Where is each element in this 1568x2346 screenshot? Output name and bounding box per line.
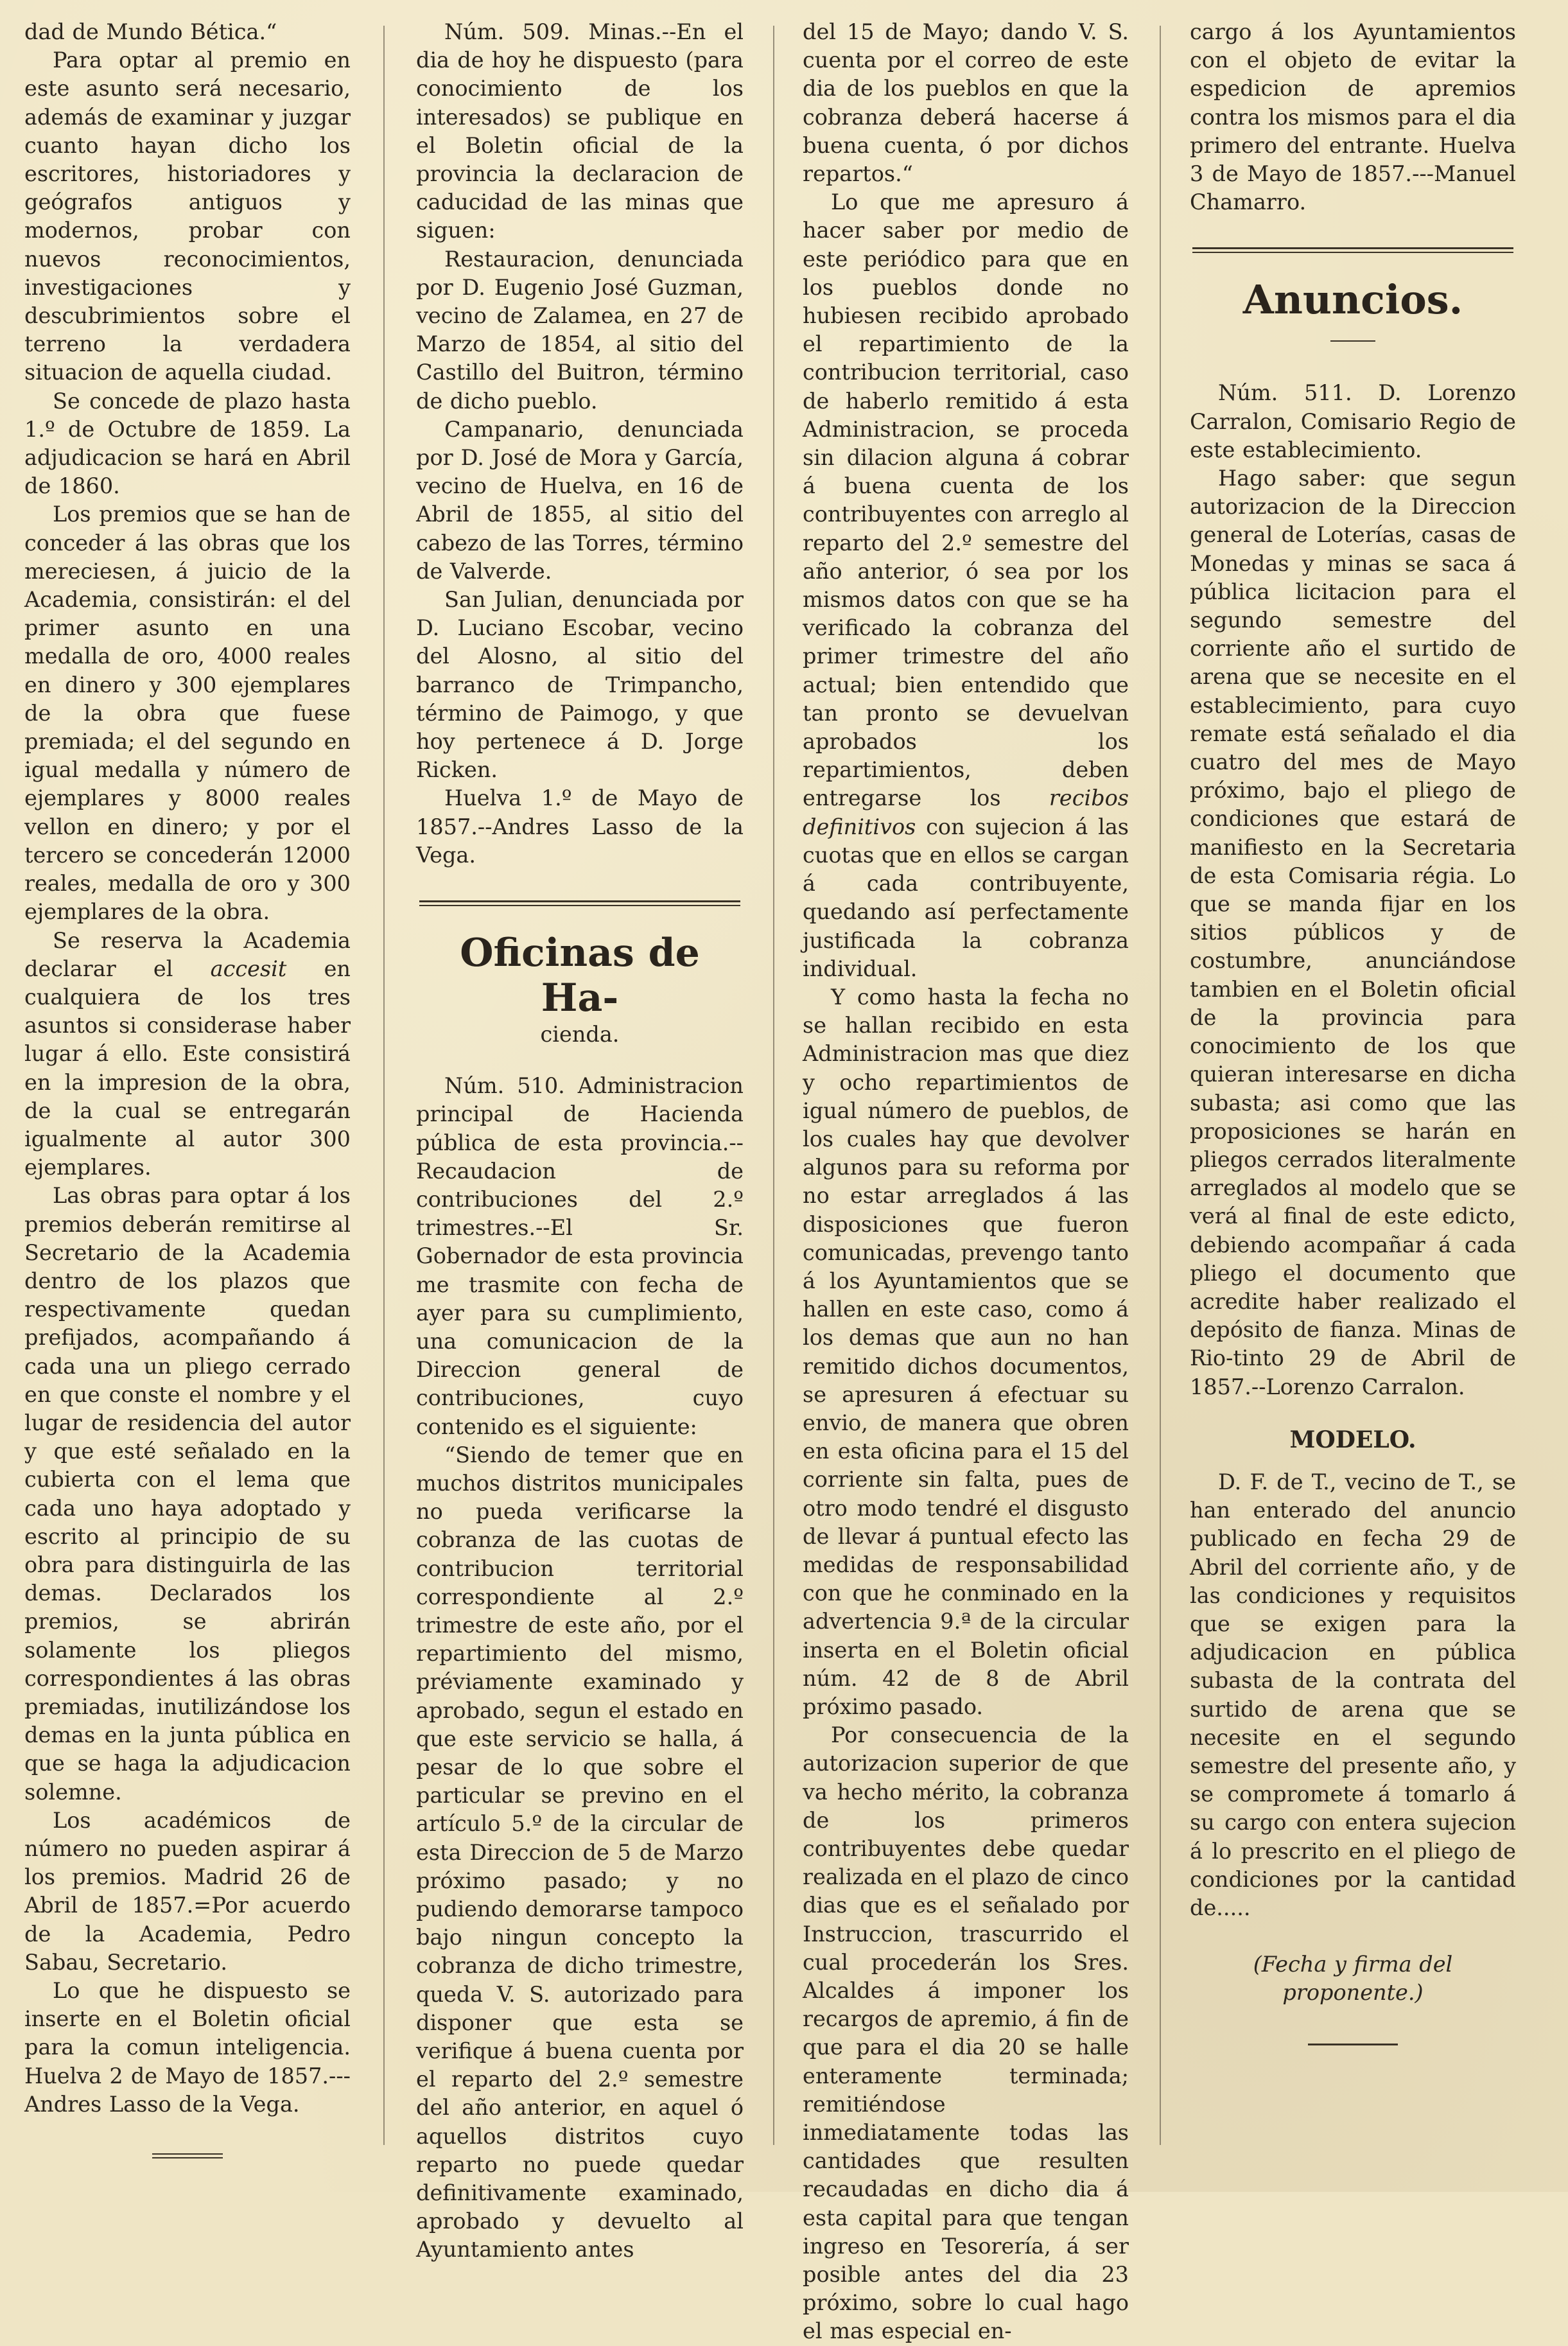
paragraph: Lo que he dispuesto se inserte en el Boletin oficial para la comun inteligencia. Huelva 2 de Mayo de 1857.---Andres Lasso de la Vega. xyxy=(24,1978,351,2117)
paragraph: cargo á los Ayuntamientos con el objeto de evitar la espedicion de apremios contra los mismos para el dia primero del entrante. Huelva 3 de Mayo de 1857.---Manuel Chamarro. xyxy=(1190,19,1516,215)
italic-term: accesit xyxy=(210,956,287,981)
column-rule xyxy=(1160,26,1161,2145)
paragraph: del 15 de Mayo; dando V. S. cuenta por el correo de este dia de los pueblos en que la cobranza deberá hacerse á buena cuenta, ó por dichos repartos.“ xyxy=(803,19,1129,187)
paragraph: dad de Mundo Bética.“ xyxy=(24,19,277,44)
italic-term: recibos definitivos xyxy=(803,785,1129,839)
paragraph: Por consecuencia de la autorizacion superior de que va hecho mérito, la cobranza de los primeros contribuyentes debe quedar realizada en el plazo de cinco dias que es el señalado por Instruccion, trascurrido el cual procederán los Sres. Alcaldes á imponer los recargos de apremio, á fin de que para el dia 20 se halle enteramente terminada; remitiéndose inmediatamente todas las cantidades que resulten recaudadas en dicho dia á esta capital para que tengan ingreso en Tesorería, á ser posible antes del dia 23 próximo, sobre lo cual hago el mas especial en- xyxy=(803,1722,1129,2344)
column-2 xyxy=(416,18,744,2264)
paragraph: Las obras para optar á los premios deberán remitirse al Secretario de la Academia dentro de los plazos que respectivamente quedan prefijados, acompañando á cada una un pliego cerrado en que conste el nombre y el lugar de residencia del autor y que esté señalado en la cubierta con el lema que cada uno haya adoptado y escrito al principio de su obra para distinguirla de las demas. Declarados los premios, se abrirán solamente los pliegos correspondientes á las obras premiadas, inutilizándose los demas en la junta pública en que se haga la adjudicacion solemne. xyxy=(24,1183,351,1805)
paragraph: Hago saber: que segun autorizacion de la Direccion general de Loterías, casas de Monedas y minas se saca á pública licitacion para el segundo semestre del corriente año el surtido de arena que se necesite en el establecimiento, para cuyo remate está señalado el dia cuatro del mes de Mayo próximo, bajo el pliego de condiciones que estará de manifiesto en la Secretaria de esta Comisaria régia. Lo que se manda fijar en los sitios públicos y de costumbre, anunciándose tambien en el Boletin oficial de la provincia para conocimiento de los que quieran interesarse en dicha subasta; asi como que las proposiciones se harán en pliegos cerrados literalmente arreglados al modelo que se verá al final de este edicto, debiendo acompañar á cada pliego el documento que acredite haber realizado el depósito de fianza. Minas de Rio-tinto 29 de Abril de 1857.--Lorenzo Carralon. xyxy=(1190,466,1516,1399)
column-rule xyxy=(773,26,774,2145)
text-run: Lo que me apresuro á hacer saber por medio de este periódico para que en los pueblos donde no hubiesen recibido aprobado el repartimiento de la contribucion territorial, caso de haberlo remitido á esta Administracion, se proceda sin dilacion alguna á cobrar á buena cuenta de los contribuyentes con arreglo al reparto del 2.º semestre del año anterior, ó sea por los mismos datos con que se ha verificado la cobranza del primer trimestre del año actual; bien entendido que tan pronto se devuelvan aprobados los repartimientos, deben entregarse los xyxy=(803,189,1129,811)
paragraph xyxy=(24,927,351,1182)
text-run: en cualquiera de los tres asuntos si considerase haber lugar á ello. Este consistirá en la impresion de la obra, de la cual se entregarán igualmente al autor 300 ejemplares. xyxy=(24,956,351,1180)
section-heading-continuation: cienda. xyxy=(540,1022,620,1047)
section-divider xyxy=(1192,247,1513,249)
column-3 xyxy=(803,18,1129,2346)
paragraph: “Siendo de temer que en muchos distritos municipales no pueda verificarse la cobranza de las cuotas de contribucion territorial correspondiente al 2.º trimestre de este año, por el repartimiento del mismo, préviamente examinado y aprobado, segun el estado en que este servicio se halla, á pesar de lo que sobre el particular se previno en el artículo 5.º de la circular de esta Direccion de 5 de Marzo próximo pasado; y no pudiendo demorarse tampoco bajo ningun concepto la cobranza de dicho trimestre, queda V. S. autorizado para disponer que esta se verifique á buena cuenta por el reparto del 2.º semestre del año anterior, en aquel ó aquellos distritos cuyo reparto no puede quedar definitivamente examinado, aprobado y devuelto al Ayuntamiento antes xyxy=(416,1442,744,2263)
text-run: Se reserva la Academia declarar el xyxy=(24,927,351,981)
paragraph: San Julian, denunciada por D. Luciano Escobar, vecino del Alosno, al sitio del barranco de Trimpancho, término de Paimogo, y que hoy pertenece á D. Jorge Ricken. xyxy=(416,587,744,783)
model-heading: MODELO. xyxy=(1289,1426,1416,1453)
paragraph: Restauracion, denunciada por D. Eugenio José Guzman, vecino de Zalamea, en 27 de Marzo de 1854, al sitio del Castillo del Buitron, término de dicho pueblo. xyxy=(416,246,744,414)
paragraph: Se concede de plazo hasta 1.º de Octubre de 1859. La adjudicacion se hará en Abril de 1860. xyxy=(24,388,351,499)
paragraph xyxy=(803,188,1129,983)
paragraph: Los premios que se han de conceder á las obras que los mereciesen, á juicio de la Academia, consistirán: el del primer asunto en una medalla de oro, 4000 reales en dinero y 300 ejemplares de la obra que fuese premiada; el del segundo en igual medalla y número de ejemplares y 8000 reales vellon en dinero; y por el tercero se concederán 12000 reales, medalla de oro y 300 ejemplares de la obra. xyxy=(24,502,351,925)
section-heading: Anuncios. xyxy=(1242,276,1463,324)
paragraph: D. F. de T., vecino de T., se han enterado del anuncio publicado en fecha 29 de Abril del corriente año, y de las condiciones y requisitos que se exigen para la adjudicacion en pública subasta de la contrata del surtido de arena que se necesite en el segundo semestre del presente año, y se compromete á tomarlo á su cargo con entera sujecion á lo prescrito en el pliego de condiciones por la cantidad de..... xyxy=(1190,1469,1516,1920)
section-heading: Oficinas de Ha- xyxy=(460,931,700,1021)
paragraph: Núm. 511. D. Lorenzo Carralon, Comisario Regio de este establecimiento. xyxy=(1190,380,1516,462)
heading-underline xyxy=(1330,340,1375,342)
section-divider xyxy=(1308,2044,1398,2045)
paragraph: Para optar al premio en este asunto será necesario, además de examinar y juzgar cuanto hayan dicho los escritores, historiadores y geógrafos antiguos y modernos, probar con nuevos reconocimientos, investigaciones y descubrimientos sobre el terreno la verdadera situacion de aquella ciudad. xyxy=(24,48,351,385)
section-divider xyxy=(419,900,740,902)
text-run: con sujecion á las cuotas que en ellos se cargan á cada contribuyente, quedando así perfectamente justificada la cobranza individual. xyxy=(803,814,1129,981)
column-4 xyxy=(1190,18,1516,2045)
signature-line: (Fecha y firma del proponente.) xyxy=(1253,1952,1453,2006)
column-1 xyxy=(24,18,351,2187)
section-divider xyxy=(152,2153,223,2155)
paragraph: Los académicos de número no pueden aspirar á los premios. Madrid 26 de Abril de 1857.=Por acuerdo de la Academia, Pedro Sabau, Secretario. xyxy=(24,1807,351,1975)
column-rule xyxy=(383,26,385,2145)
paragraph: Huelva 1.º de Mayo de 1857.--Andres Lasso de la Vega. xyxy=(416,785,744,868)
paragraph: Campanario, denunciada por D. José de Mora y García, vecino de Huelva, en 16 de Abril de 1855, al sitio del cabezo de las Torres, término de Valverde. xyxy=(416,416,744,584)
paragraph: Núm. 509. Minas.--En el dia de hoy he dispuesto (para conocimiento de los interesados) se publique en el Boletin oficial de la provincia la declaracion de caducidad de las minas que siguen: xyxy=(416,19,744,243)
paragraph: Y como hasta la fecha no se hallan recibido en esta Administracion mas que diez y ocho repartimientos de igual número de pueblos, de los cuales hay que devolver algunos para su reforma por no estar arreglados á las disposiciones que fueron comunicadas, prevengo tanto á los Ayuntamientos que se hallen en este caso, como á los demas que aun no han remitido dichos documentos, se apresuren á efectuar su envio, de manera que obren en esta oficina para el 15 del corriente sin falta, pues de otro modo tendré el disgusto de llevar á puntual efecto las medidas de responsabilidad con que he conminado en la advertencia 9.ª de la circular inserta en el Boletin oficial núm. 42 de 8 de Abril próximo pasado. xyxy=(803,984,1129,1719)
paragraph: Núm. 510. Administracion principal de Hacienda pública de esta provincia.--Recaudacion de contribuciones del 2.º trimestres.--El Sr. Gobernador de esta provincia me trasmite con fecha de ayer para su cumplimiento, una comunicacion de la Direccion general de contribuciones, cuyo contenido es el siguiente: xyxy=(416,1073,744,1439)
